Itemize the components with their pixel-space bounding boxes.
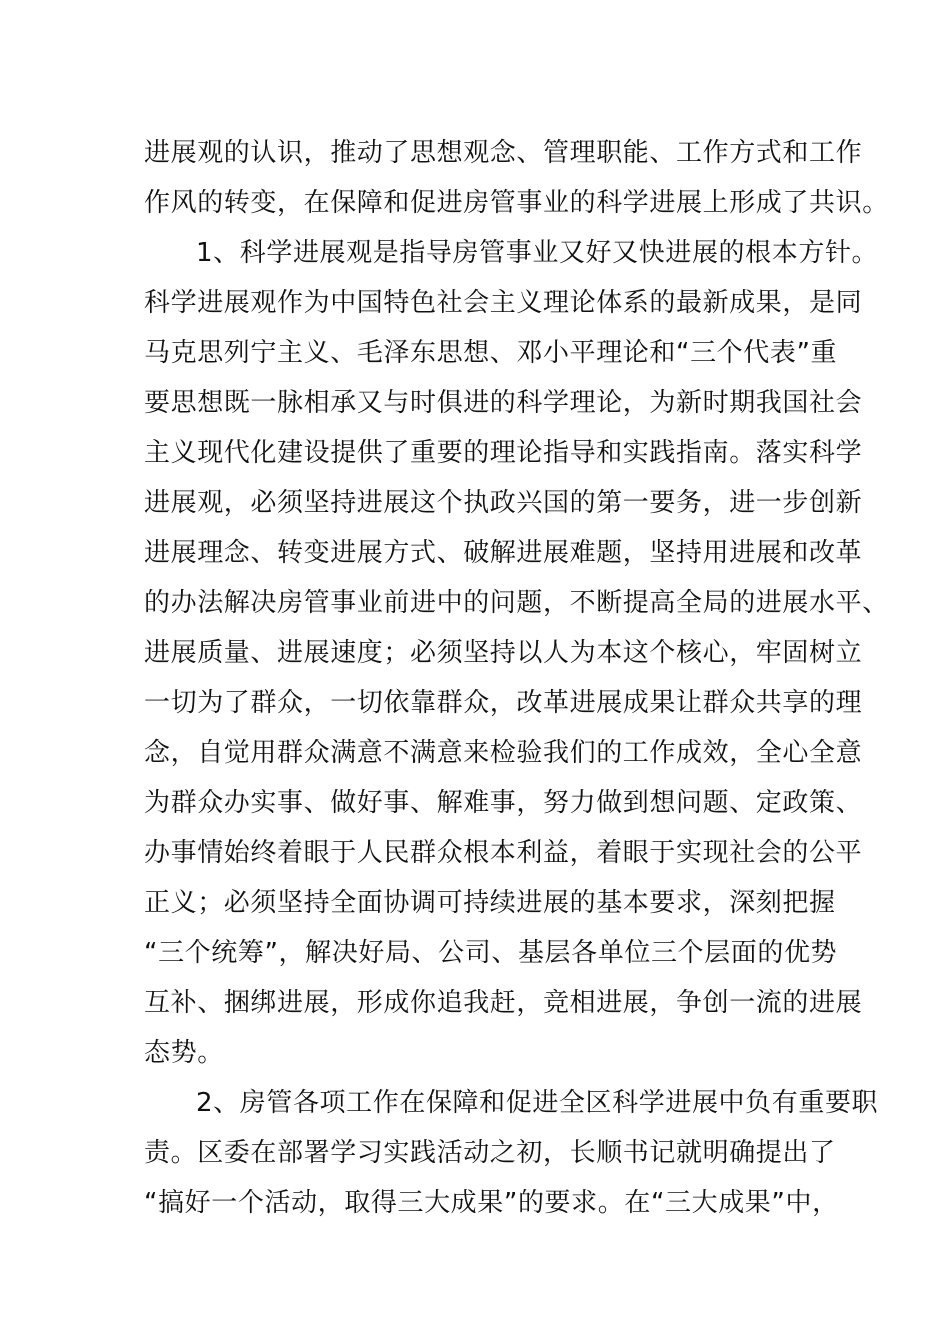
text-line: 正义；必须坚持全面协调可持续进展的基本要求，深刻把握 xyxy=(144,888,836,918)
text-line: 主义现代化建设提供了重要的理论指导和实践指南。落实科学 xyxy=(144,438,863,468)
text-line: 为群众办实事、做好事、解难事，努力做到想问题、定政策、 xyxy=(144,788,863,818)
text-line: 马克思列宁主义、毛泽东思想、邓小平理论和“三个代表”重 xyxy=(144,338,838,368)
section-heading-line: 2、房管各项工作在保障和促进全区科学进展中负有重要职 xyxy=(196,1088,879,1118)
text-line: “搞好一个活动，取得三大成果”的要求。在“三大成果”中， xyxy=(144,1188,839,1218)
text-line: 进展质量、进展速度；必须坚持以人为本这个核心，牢固树立 xyxy=(144,638,863,668)
text-line: 互补、捆绑进展，形成你追我赶，竞相进展，争创一流的进展 xyxy=(144,988,863,1018)
section-heading-line: 1、科学进展观是指导房管事业又好又快进展的根本方针。 xyxy=(196,238,879,268)
text-line: 态势。 xyxy=(144,1038,224,1068)
text-line: 责。区委在部署学习实践活动之初，长顺书记就明确提出了 xyxy=(144,1138,836,1168)
text-line: 进展理念、转变进展方式、破解进展难题，坚持用进展和改革 xyxy=(144,538,863,568)
text-line: 进展观的认识，推动了思想观念、管理职能、工作方式和工作 xyxy=(144,138,863,168)
document-body xyxy=(144,128,889,1228)
text-line: 念，自觉用群众满意不满意来检验我们的工作成效，全心全意 xyxy=(144,738,863,768)
text-line: 科学进展观作为中国特色社会主义理论体系的最新成果，是同 xyxy=(144,288,863,318)
text-line: “三个统筹”，解决好局、公司、基层各单位三个层面的优势 xyxy=(144,938,838,968)
text-line: 作风的转变，在保障和促进房管事业的科学进展上形成了共识。 xyxy=(144,188,889,218)
text-line: 办事情始终着眼于人民群众根本利益，着眼于实现社会的公平 xyxy=(144,838,863,868)
text-line: 一切为了群众，一切依靠群众，改革进展成果让群众共享的理 xyxy=(144,688,863,718)
text-line: 的办法解决房管事业前进中的问题，不断提高全局的进展水平、 xyxy=(144,588,889,618)
text-line: 进展观，必须坚持进展这个执政兴国的第一要务，进一步创新 xyxy=(144,488,863,518)
text-line: 要思想既一脉相承又与时俱进的科学理论，为新时期我国社会 xyxy=(144,388,863,418)
